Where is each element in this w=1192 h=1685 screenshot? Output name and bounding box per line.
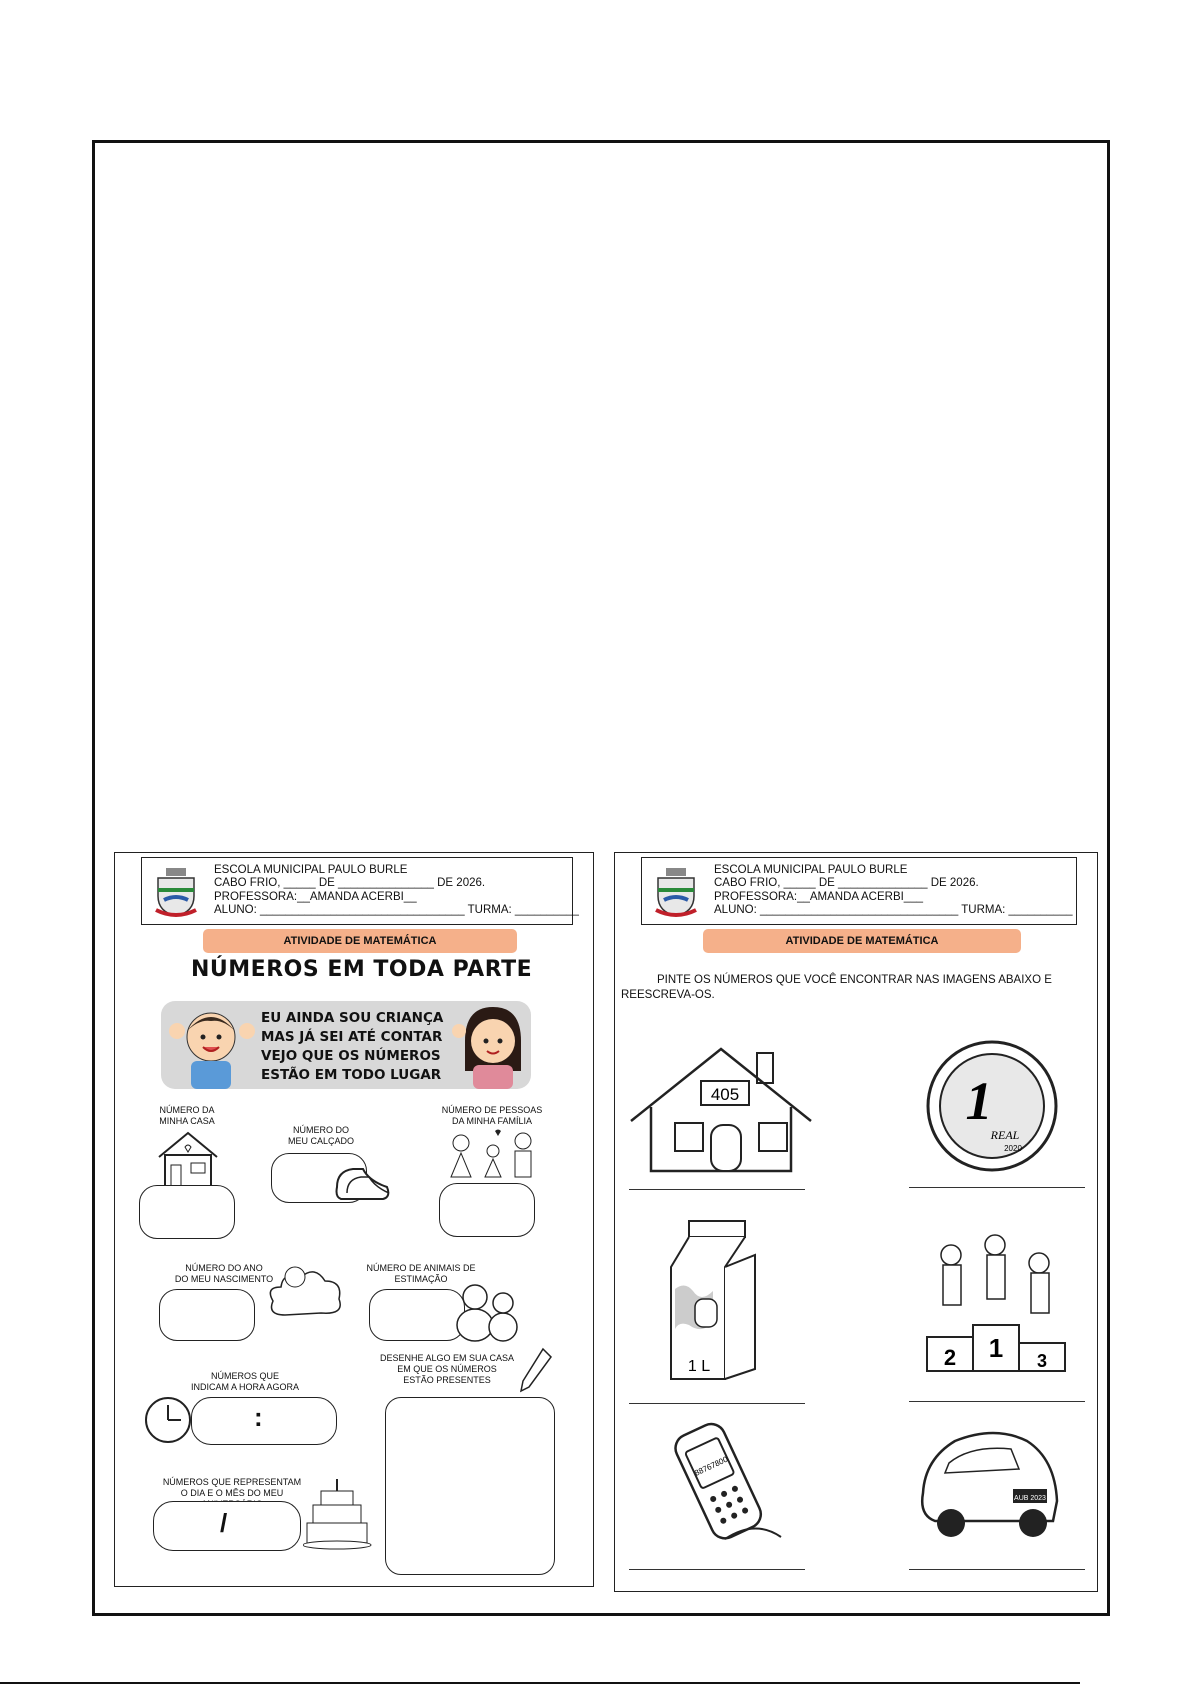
answer-line-coin[interactable] <box>909 1187 1085 1188</box>
house-number-answer-box[interactable] <box>139 1185 235 1239</box>
birthday-answer-box[interactable] <box>153 1501 301 1551</box>
coin-icon <box>925 1039 1059 1173</box>
answer-line-podium[interactable] <box>909 1401 1085 1402</box>
teacher-line: PROFESSORA:__AMANDA ACERBI__ <box>214 890 417 903</box>
poem-line-2: MAS JÁ SEI ATÉ CONTAR <box>261 1029 443 1045</box>
draw-caption: DESENHE ALGO EM SUA CASA EM QUE OS NÚMEROS ESTÃO PRESENTES <box>379 1353 515 1385</box>
pets-caption: NÚMERO DE ANIMAIS DE ESTIMAÇÃO <box>366 1263 476 1284</box>
activity-banner: ATIVIDADE DE MATEMÁTICA <box>703 929 1021 953</box>
drawing-area[interactable] <box>385 1397 555 1575</box>
birth-year-caption: NÚMERO DO ANO DO MEU NASCIMENTO <box>174 1263 274 1284</box>
school-name: ESCOLA MUNICIPAL PAULO BURLE <box>714 864 908 876</box>
date-line[interactable]: CABO FRIO, _____ DE ______________ DE 2026. <box>714 877 979 890</box>
girl-icon <box>451 1001 531 1089</box>
birth-year-answer-box[interactable] <box>159 1289 255 1341</box>
date-separator: / <box>220 1508 228 1538</box>
right-worksheet <box>614 852 1098 1592</box>
poem-line-1: EU AINDA SOU CRIANÇA <box>261 1010 444 1026</box>
house-number-text: 405 <box>710 1085 740 1104</box>
milk-label-text: 1 L <box>687 1358 711 1375</box>
answer-line-car[interactable] <box>909 1569 1085 1570</box>
house-icon <box>155 1129 221 1189</box>
clock-icon <box>143 1395 193 1445</box>
car-icon <box>915 1423 1065 1543</box>
family-icon <box>445 1129 541 1187</box>
shoes-icon <box>333 1157 393 1203</box>
time-separator: : <box>254 1402 263 1432</box>
coin-real-text: REAL <box>990 1128 1020 1142</box>
poem-line-4: ESTÃO EM TODO LUGAR <box>261 1067 442 1083</box>
milk-carton-icon <box>665 1219 761 1383</box>
coin-number-text: 1 <box>965 1071 993 1131</box>
municipal-crest-icon <box>654 866 698 918</box>
school-header-right <box>641 857 1077 925</box>
phone-number-text: 88767800 <box>693 1454 730 1478</box>
podium-first: 1 <box>988 1333 1004 1363</box>
student-line[interactable]: ALUNO: _______________________________ TURMA: __________ <box>714 903 1073 916</box>
coin-year-text: 2020 <box>1004 1144 1022 1153</box>
answer-line-milk[interactable] <box>629 1403 805 1404</box>
school-name: ESCOLA MUNICIPAL PAULO BURLE <box>214 864 408 876</box>
podium-icon <box>921 1233 1071 1373</box>
footer-rule <box>0 1682 1080 1684</box>
answer-line-house[interactable] <box>629 1189 805 1190</box>
student-line[interactable]: ALUNO: ________________________________ TURMA: __________ <box>214 903 579 916</box>
instruction-text: PINTE OS NÚMEROS QUE VOCÊ ENCONTRAR NAS IMAGENS ABAIXO E REESCREVA-OS. <box>621 974 1052 1001</box>
house-405-icon <box>629 1043 813 1175</box>
time-caption: NÚMEROS QUE INDICAM A HORA AGORA <box>190 1371 300 1392</box>
boy-icon <box>167 1003 257 1089</box>
shoe-caption: NÚMERO DO MEU CALÇADO <box>287 1125 354 1146</box>
cellphone-icon <box>655 1419 783 1547</box>
left-worksheet <box>114 852 594 1587</box>
answer-line-phone[interactable] <box>629 1569 805 1570</box>
worksheet-title: NÚMEROS EM TODA PARTE <box>191 957 533 982</box>
teacher-line: PROFESSORA:__AMANDA ACERBI___ <box>714 890 923 903</box>
poem-line-3: VEJO QUE OS NÚMEROS <box>261 1048 441 1064</box>
date-line[interactable]: CABO FRIO, _____ DE _______________ DE 2026. <box>214 877 486 890</box>
sleeping-baby-icon <box>265 1257 345 1321</box>
time-answer-box[interactable] <box>191 1397 337 1445</box>
podium-third: 3 <box>1036 1351 1048 1371</box>
family-caption: NÚMERO DE PESSOAS DA MINHA FAMÍLIA <box>441 1105 543 1126</box>
birthday-cake-icon <box>303 1475 373 1551</box>
house-caption: NÚMERO DA MINHA CASA <box>159 1105 215 1126</box>
pencil-icon <box>519 1347 553 1393</box>
school-header <box>141 857 579 925</box>
car-plate-text: AUB 2023 <box>1014 1495 1046 1502</box>
municipal-crest-icon <box>154 866 198 918</box>
family-count-answer-box[interactable] <box>439 1183 535 1237</box>
poem-panel <box>161 1001 531 1089</box>
pets-count-answer-box[interactable] <box>369 1289 465 1341</box>
activity-banner: ATIVIDADE DE MATEMÁTICA <box>203 929 517 953</box>
podium-second: 2 <box>943 1345 957 1370</box>
birthday-caption: NÚMEROS QUE REPRESENTAM O DIA E O MÊS DO MEU <box>162 1477 302 1498</box>
pets-icon <box>453 1279 523 1345</box>
